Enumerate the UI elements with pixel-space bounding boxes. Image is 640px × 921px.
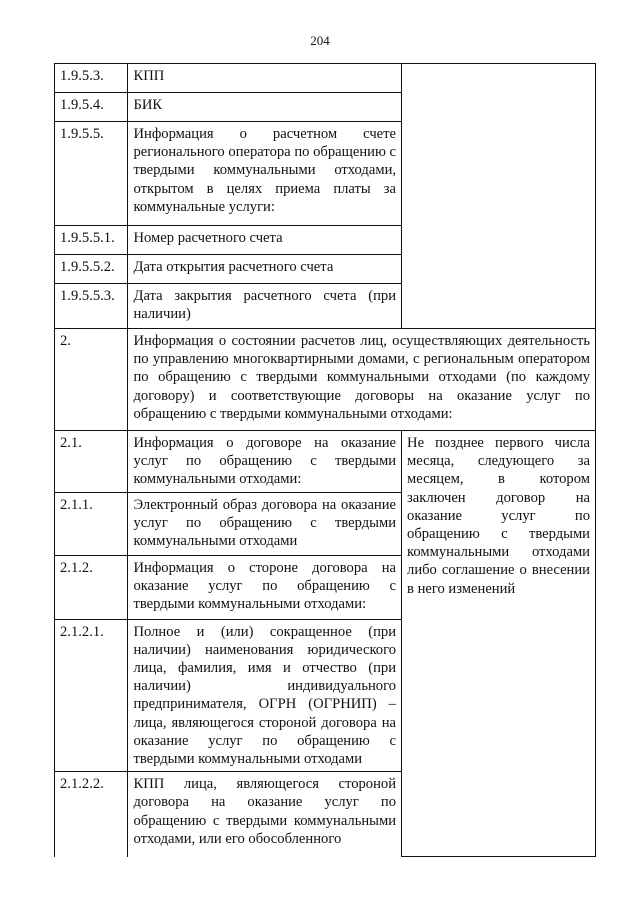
row-description: КПП (128, 64, 402, 93)
row-number: 2.1.1. (55, 492, 128, 555)
term-cell (402, 431, 596, 857)
row-number: 1.9.5.4. (55, 93, 128, 122)
row-description: Информация о расчетном счете регионального оператора по обращению с твердыми коммунальными отходами, открытом в целях приема платы за коммунальные услуги: (128, 122, 402, 226)
section-row (55, 329, 596, 431)
row-number: 1.9.5.3. (55, 64, 128, 93)
requirements-table (54, 63, 596, 857)
term-cell-empty (402, 64, 596, 329)
row-number: 2.1.2.1. (55, 619, 128, 772)
row-description: Полное и (или) сокращенное (при наличии) наименования юридического лица, фамилия, имя и отчество (при наличии) индивидуального предпринимателя, ОГРН (ОГРНИП) – лица, являющегося стороной договора на оказание услуг по обращению с твердыми коммунальными отходами (128, 619, 402, 772)
row-description: Электронный образ договора на оказание услуг по обращению с твердыми коммунальными отходами (128, 492, 402, 555)
row-number: 2.1.2.2. (55, 772, 128, 857)
row-number: 1.9.5.5.1. (55, 226, 128, 255)
row-description: Дата закрытия расчетного счета (при наличии) (128, 284, 402, 329)
row-description: Дата открытия расчетного счета (128, 255, 402, 284)
table-row (55, 431, 596, 493)
row-description: Номер расчетного счета (128, 226, 402, 255)
row-description: Информация о стороне договора на оказание услуг по обращению с твердыми коммунальными отходами: (128, 555, 402, 619)
row-number: 1.9.5.5.2. (55, 255, 128, 284)
row-description: КПП лица, являющегося стороной договора на оказание услуг по обращению с твердыми коммунальными отходами, или его обособленного (128, 772, 402, 857)
section-description: Информация о состоянии расчетов лиц, осуществляющих деятельность по управлению многоквартирными домами, с региональным оператором по обращению с твердыми коммунальными отходами (по каждому договору) и соответствующие договоры на оказание услуг по обращению с твердыми коммунальными отходами: (128, 329, 596, 431)
row-number: 2.1. (55, 431, 128, 493)
row-description: БИК (128, 93, 402, 122)
row-description: Информация о договоре на оказание услуг по обращению с твердыми коммунальными отходами: (128, 431, 402, 493)
table-row (55, 64, 596, 93)
row-number: 1.9.5.5.3. (55, 284, 128, 329)
row-number: 2.1.2. (55, 555, 128, 619)
page-number: 204 (310, 33, 330, 48)
row-number: 1.9.5.5. (55, 122, 128, 226)
section-number: 2. (55, 329, 128, 431)
term-text: Не позднее первого числа месяца, следующего за месяцем, в котором заключен договор на оказание услуг по обращению с твердыми коммунальными отходами либо соглашение о внесении в него изменений (407, 435, 590, 597)
